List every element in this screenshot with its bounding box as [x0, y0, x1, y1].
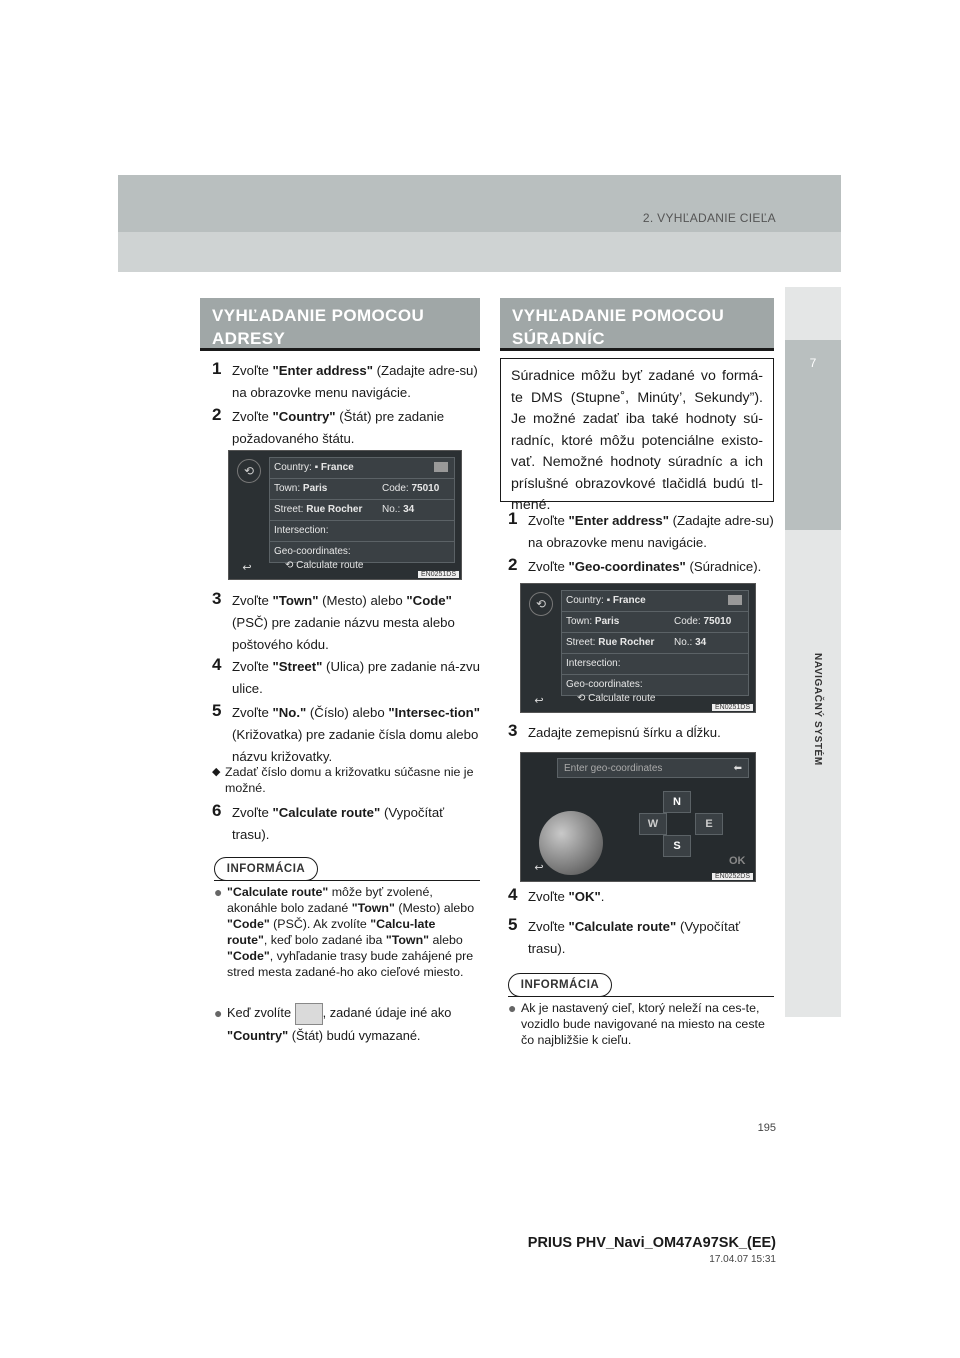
right-step-3: 3 Zadajte zemepisnú šírku a dĺžku.: [508, 721, 721, 740]
town-row: Town: Paris Code: 75010: [561, 611, 749, 633]
back-arrow-icon: ↩: [534, 862, 544, 874]
chapter-number: 7: [809, 356, 817, 370]
screenshot-address-entry-2: [520, 583, 756, 713]
back-arrow-icon: ↩: [242, 562, 252, 574]
figure-code: EN0251DS: [418, 571, 459, 578]
right-info-item-1: ● Ak je nastavený cieľ, ktorý neleží na ces-te, vozidlo bude navigované na miesto na ceste čo najbližšie k cieľu.: [508, 1000, 765, 1047]
left-info-rule: [214, 880, 480, 881]
left-step-6: 6 Zvoľte "Calculate route" (Vypočítať trasu).: [212, 801, 445, 842]
bullet-icon: ●: [214, 884, 223, 900]
left-info-item-1: ● "Calculate route" môže byť zvolené, akonáhle bolo zadané "Town" (Mesto) alebo "Code" (PSČ). Ak zvolíte "Calcu-late route", keď bolo zadané iba "Town" alebo "Code", vyhľadanie trasy bude zahájené pre stred mesta zadané-ho ako cieľové miesto.: [214, 884, 475, 979]
left-step-3: 3 Zvoľte "Town" (Mesto) alebo "Code" (PSČ) pre zadanie názvu mesta alebo poštového kódu.: [212, 589, 455, 652]
left-section-title: VYHĽADANIE POMOCOU ADRESY: [200, 298, 480, 348]
geo-coordinates-row: Geo-coordinates:: [561, 674, 749, 696]
intersection-row: Intersection:: [269, 520, 455, 542]
section-title: 2. VYHĽADANIE CIEĽA: [642, 211, 776, 225]
country-row: Country: ▪ France: [269, 457, 455, 479]
east-button: E: [695, 813, 723, 835]
bullet-icon: ●: [508, 1000, 517, 1016]
left-note: ◆ Zadať číslo domu a križovatku súčasne nie je možné.: [212, 765, 474, 795]
right-section-title: VYHĽADANIE POMOCOU SÚRADNÍC: [500, 298, 774, 348]
flag-icon: [728, 595, 742, 605]
street-row: Street: Rue Rocher No.: 34: [269, 499, 455, 521]
left-step-4: 4 Zvoľte "Street" (Ulica) pre zadanie ná-zvu ulice.: [212, 655, 480, 696]
calculate-route-row: ⟲ Calculate route: [577, 693, 656, 704]
backspace-icon: ⬅: [733, 763, 742, 774]
intersection-row: Intersection:: [561, 653, 749, 675]
left-section-rule: [200, 348, 480, 351]
chapter-label: NAVIGAČNÝ SYSTÉM: [812, 653, 823, 766]
west-button: W: [639, 813, 667, 835]
bullet-icon: ●: [214, 1005, 223, 1021]
right-section-rule: [500, 348, 774, 351]
calculate-route-row: ⟲ Calculate route: [285, 560, 364, 571]
delete-icon: [295, 1003, 323, 1025]
figure-code: EN0252DS: [712, 873, 753, 880]
step-number: 1: [212, 359, 222, 378]
street-row: Street: Rue Rocher No.: 34: [561, 632, 749, 654]
page-header-lower-band: [118, 232, 841, 272]
navigation-icon: ⟲: [529, 592, 553, 616]
right-step-2: 2 Zvoľte "Geo-coordinates" (Súradnice).: [508, 555, 762, 574]
right-info-box: Súradnice môžu byť zadané vo formá-te DMS (Stupne˚, Minúty’, Sekundy”). Je možné zadať iba také hodnoty sú-radníc, ktoré môžu potenciálne existo-vať. Nemožné hodnoty súradníc a ich príslušné obrazovkové tlačidlá budú tl-mené.: [500, 358, 774, 502]
back-arrow-icon: ↩: [534, 695, 544, 707]
chapter-tab: [785, 340, 841, 530]
right-step-4: 4 Zvoľte "OK".: [508, 885, 605, 904]
page-number: 195: [757, 1122, 776, 1134]
navigation-icon: ⟲: [237, 459, 261, 483]
bullet-icon: ◆: [212, 766, 221, 778]
screenshot-address-entry: [228, 450, 462, 580]
ok-button: OK: [729, 855, 746, 867]
left-step-2: 2 Zvoľte "Country" (Štát) pre zadanie požadovaného štátu.: [212, 405, 445, 446]
document-timestamp: 17.04.07 15:31: [709, 1254, 776, 1265]
right-info-rule: [508, 996, 774, 997]
country-row: Country: ▪ France: [561, 590, 749, 612]
flag-icon: [434, 462, 448, 472]
left-info-label: INFORMÁCIA: [214, 857, 318, 881]
left-step-1: 1 Zvoľte "Enter address" (Zadajte adre-su) na obrazovke menu navigácie.: [212, 359, 478, 400]
document-code: PRIUS PHV_Navi_OM47A97SK_(EE): [527, 1235, 776, 1251]
right-info-label: INFORMÁCIA: [508, 973, 612, 997]
north-button: N: [663, 791, 691, 813]
left-step-5: 5 Zvoľte "No." (Číslo) alebo "Intersec-tion" (Križovatka) pre zadanie čísla domu alebo názvu križovatky.: [212, 701, 480, 764]
geo-coordinates-input: Enter geo-coordinates ⬅: [557, 758, 749, 778]
right-step-5: 5 Zvoľte "Calculate route" (Vypočítať trasu).: [508, 915, 741, 956]
geo-coordinates-row: Geo-coordinates:: [269, 541, 455, 563]
screenshot-geo-coordinates: [520, 752, 756, 882]
town-row: Town: Paris Code: 75010: [269, 478, 455, 500]
figure-code: EN0251DS: [712, 704, 753, 711]
right-step-1: 1 Zvoľte "Enter address" (Zadajte adre-su) na obrazovke menu navigácie.: [508, 509, 774, 550]
left-info-item-2: ● Keď zvolíte , zadané údaje iné ako "Country" (Štát) budú vymazané.: [214, 1002, 480, 1042]
south-button: S: [663, 835, 691, 857]
